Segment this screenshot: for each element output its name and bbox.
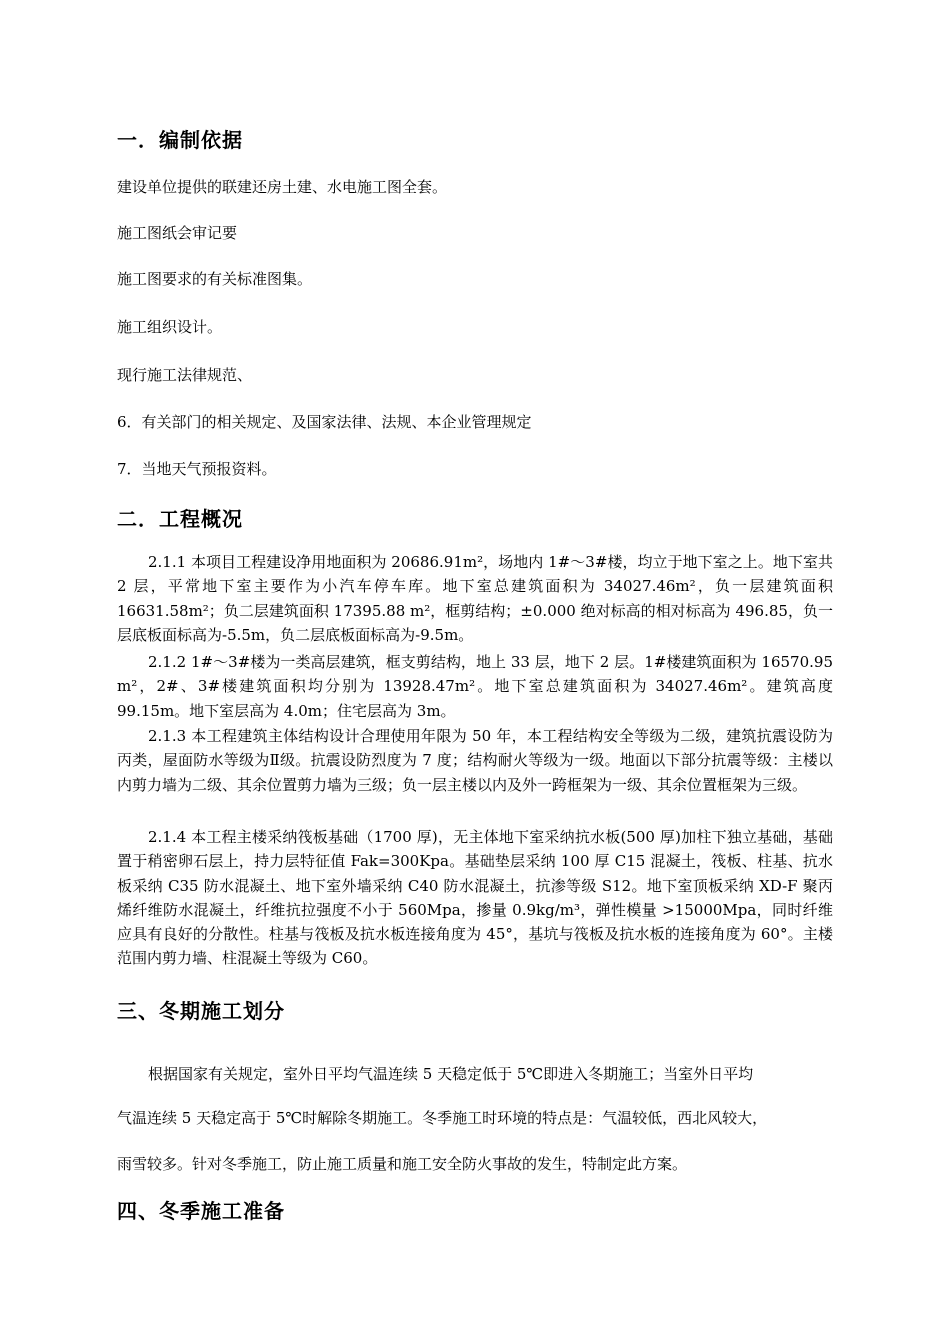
overview-paragraph-2: [117, 650, 833, 723]
basis-item-3: 施工图要求的有关标准图集。: [117, 270, 313, 288]
overview-paragraph-4: [117, 825, 833, 971]
overview-paragraph-4-text: 2.1.4 本工程主楼采纳筏板基础（1700 厚)，无主体地下室采纳抗水板(500 厚)加柱下独立基础，基础置于稍密卵石层上，持力层特征值 Fak=300Kpa。基础垫层采纳 100 厚 C15 混凝土，筏板、柱基、抗水板采纳 C35 防水混凝土、地下室外墙采纳 C40 防水混凝土，抗渗等级 S12。地下室顶板采纳 XD-F 聚丙烯纤维防水混凝土，纤维抗拉强度不小于 560Mpa，掺量 0.9kg/m³，弹性模量 >15000Mpa，同时纤维应具有良好的分散性。柱基与筏板及抗水板连接角度为 45°，基坑与筏板及抗水板的连接角度为 60°。主楼范围内剪力墙、柱混凝土等级为 C60。: [117, 828, 833, 968]
basis-item-1: 建设单位提供的联建还房土建、水电施工图全套。: [117, 178, 448, 196]
overview-paragraph-3-text: 2.1.3 本工程建筑主体结构设计合理使用年限为 50 年，本工程结构安全等级为二级，建筑抗震设防为丙类，屋面防水等级为Ⅱ级。抗震设防烈度为 7 度；结构耐火等级为一级。地面以下部分抗震等级：主楼以内剪力墙为二级、其余位置剪力墙为三级；负一层主楼以内及外一跨框架为一级、其余位置框架为三级。: [117, 727, 833, 794]
basis-item-5: 现行施工法律规范、: [117, 366, 253, 384]
basis-item-7: 7．当地天气预报资料。: [117, 460, 277, 478]
section-3-heading: 三、冬期施工划分: [117, 999, 285, 1023]
overview-paragraph-1-text: 2.1.1 本项目工程建设净用地面积为 20686.91m²，场地内 1#～3#楼，均立于地下室之上。地下室共 2 层，平常地下室主要作为小汽车停车库。地下室总建筑面积为 34027.46m²，负一层建筑面积 16631.58m²；负二层建筑面积 17395.88 m²，框剪结构；±0.000 绝对标高的相对标高为 496.85，负一层底板面标高为-5.5m，负二层底板面标高为-9.5m。: [117, 553, 833, 644]
winter-division-line-1: 根据国家有关规定，室外日平均气温连续 5 天稳定低于 5℃即进入冬期施工；当室外日平均: [148, 1065, 754, 1083]
section-4-heading: 四、冬季施工准备: [117, 1199, 285, 1223]
overview-paragraph-2-text: 2.1.2 1#～3#楼为一类高层建筑，框支剪结构，地上 33 层，地下 2 层。1#楼建筑面积为 16570.95 m²，2#、3#楼建筑面积均分别为 13928.47m²。地下室总建筑面积为 34027.46m²。建筑高度 99.15m。地下室层高为 4.0m；住宅层高为 3m。: [117, 653, 833, 720]
basis-item-2: 施工图纸会审记要: [117, 224, 238, 242]
winter-division-line-3: 雨雪较多。针对冬季施工，防止施工质量和施工安全防火事故的发生，特制定此方案。: [117, 1155, 688, 1173]
overview-paragraph-3: [117, 724, 833, 797]
overview-paragraph-1: [117, 550, 833, 647]
basis-item-4: 施工组织设计。: [117, 318, 223, 336]
section-2-heading: 二．工程概况: [117, 507, 243, 531]
section-1-heading: 一．编制依据: [117, 128, 243, 152]
basis-item-6: 6．有关部门的相关规定、及国家法律、法规、本企业管理规定: [117, 413, 532, 431]
winter-division-line-2: 气温连续 5 天稳定高于 5℃时解除冬期施工。冬季施工时环境的特点是：气温较低，西北风较大，: [117, 1109, 768, 1127]
